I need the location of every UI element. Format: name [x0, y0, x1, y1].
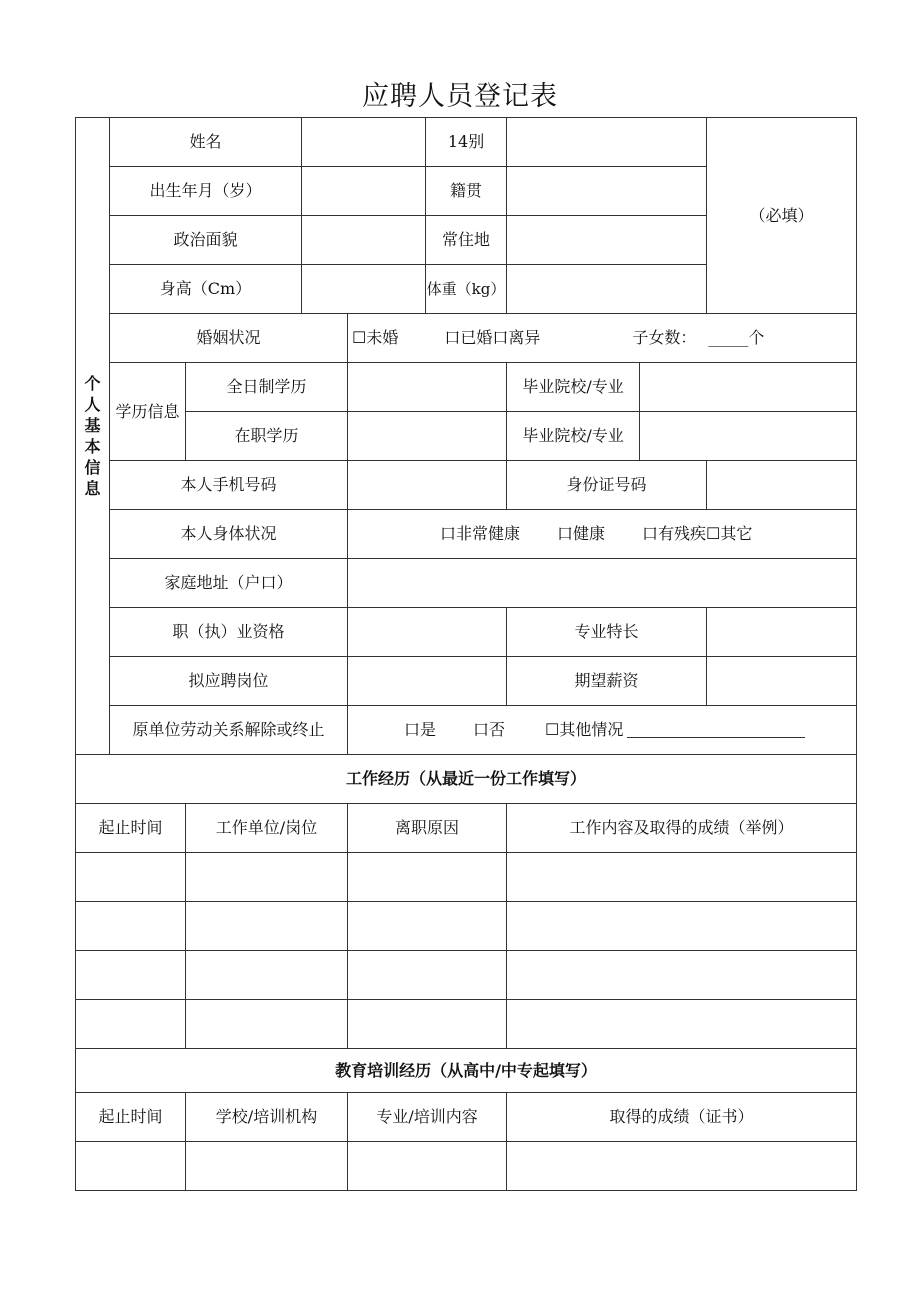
work-row — [76, 951, 857, 1000]
weight-label: 体重（kg） — [426, 265, 507, 314]
specialty-label: 专业特长 — [507, 608, 707, 657]
health-options — [348, 510, 857, 559]
work-section-title: 工作经历（从最近一份工作填写） — [76, 755, 857, 804]
work-header-employer: 工作单位/岗位 — [186, 804, 348, 853]
page-title: 应聘人员登记表 — [362, 81, 558, 112]
training-row — [76, 1142, 857, 1191]
side-label-cell — [76, 118, 110, 755]
education-group-label: 学历信息 — [110, 363, 186, 461]
salary-label: 期望薪资 — [507, 657, 707, 706]
fulltime-school-field[interactable] — [640, 363, 857, 412]
fulltime-edu-field[interactable] — [348, 363, 507, 412]
qualification-field[interactable] — [348, 608, 507, 657]
work-employer-cell[interactable] — [186, 853, 348, 902]
marriage-options — [348, 314, 857, 363]
children-label: 子女数： — [632, 328, 697, 348]
work-row — [76, 1000, 857, 1049]
birth-field[interactable] — [302, 167, 426, 216]
work-employer-cell[interactable] — [186, 1000, 348, 1049]
work-row — [76, 902, 857, 951]
work-reason-cell[interactable] — [348, 853, 507, 902]
inservice-school-label: 毕业院校/专业 — [507, 412, 640, 461]
training-header-period: 起止时间 — [76, 1093, 186, 1142]
very-healthy-checkbox[interactable]: 口非常健康 — [440, 524, 521, 544]
training-institution-cell[interactable] — [186, 1142, 348, 1191]
training-period-cell[interactable] — [76, 1142, 186, 1191]
inservice-school-field[interactable] — [640, 412, 857, 461]
fulltime-school-label: 毕业院校/专业 — [507, 363, 640, 412]
health-label: 本人身体状况 — [110, 510, 348, 559]
name-field[interactable] — [302, 118, 426, 167]
training-certificate-cell[interactable] — [507, 1142, 857, 1191]
name-label: 姓名 — [110, 118, 302, 167]
termination-no-checkbox[interactable]: 口否 — [473, 720, 506, 740]
work-period-cell[interactable] — [76, 1000, 186, 1049]
work-achievements-cell[interactable] — [507, 853, 857, 902]
termination-other-checkbox[interactable]: ☐其他情况 — [545, 720, 624, 740]
gender-label: 14别 — [426, 118, 507, 167]
work-reason-cell[interactable] — [348, 902, 507, 951]
training-header-certificate: 取得的成绩（证书） — [507, 1093, 857, 1142]
fulltime-edu-label: 全日制学历 — [186, 363, 348, 412]
unmarried-checkbox[interactable]: ☐未婚 — [352, 328, 399, 348]
children-unit: 个 — [748, 328, 765, 348]
work-employer-cell[interactable] — [186, 951, 348, 1000]
children-count-field[interactable]: _____ — [708, 328, 749, 348]
salary-field[interactable] — [707, 657, 857, 706]
political-status-field[interactable] — [302, 216, 426, 265]
address-label: 家庭地址（户口） — [110, 559, 348, 608]
side-label: 个 人 基 本 信 息 — [84, 374, 101, 498]
work-achievements-cell[interactable] — [507, 951, 857, 1000]
height-label: 身高（Cm） — [110, 265, 302, 314]
phone-label: 本人手机号码 — [110, 461, 348, 510]
id-number-field[interactable] — [707, 461, 857, 510]
qualification-label: 职（执）业资格 — [110, 608, 348, 657]
marriage-label: 婚姻状况 — [110, 314, 348, 363]
specialty-field[interactable] — [707, 608, 857, 657]
position-label: 拟应聘岗位 — [110, 657, 348, 706]
political-status-label: 政治面貌 — [110, 216, 302, 265]
training-section-title: 教育培训经历（从高中/中专起填写） — [76, 1049, 857, 1093]
native-place-label: 籍贯 — [426, 167, 507, 216]
training-header-major: 专业/培训内容 — [348, 1093, 507, 1142]
work-achievements-cell[interactable] — [507, 1000, 857, 1049]
work-period-cell[interactable] — [76, 853, 186, 902]
training-major-cell[interactable] — [348, 1142, 507, 1191]
birth-label: 出生年月（岁） — [110, 167, 302, 216]
work-row — [76, 853, 857, 902]
married-divorced-checkbox[interactable]: 口已婚口离异 — [444, 328, 541, 348]
work-employer-cell[interactable] — [186, 902, 348, 951]
phone-field[interactable] — [348, 461, 507, 510]
termination-yes-checkbox[interactable]: 口是 — [404, 720, 437, 740]
healthy-checkbox[interactable]: 口健康 — [557, 524, 606, 544]
work-period-cell[interactable] — [76, 951, 186, 1000]
gender-field[interactable] — [507, 118, 707, 167]
address-field[interactable] — [348, 559, 857, 608]
termination-other-field[interactable] — [627, 723, 805, 738]
native-place-field[interactable] — [507, 167, 707, 216]
position-field[interactable] — [348, 657, 507, 706]
work-reason-cell[interactable] — [348, 951, 507, 1000]
inservice-edu-field[interactable] — [348, 412, 507, 461]
weight-field[interactable] — [507, 265, 707, 314]
work-header-reason: 离职原因 — [348, 804, 507, 853]
height-field[interactable] — [302, 265, 426, 314]
work-achievements-cell[interactable] — [507, 902, 857, 951]
work-header-achievements: 工作内容及取得的成绩（举例） — [507, 804, 857, 853]
work-header-period: 起止时间 — [76, 804, 186, 853]
work-reason-cell[interactable] — [348, 1000, 507, 1049]
id-number-label: 身份证号码 — [507, 461, 707, 510]
registration-form — [75, 117, 857, 1191]
disability-other-checkbox[interactable]: 口有残疾☐其它 — [642, 524, 753, 544]
inservice-edu-label: 在职学历 — [186, 412, 348, 461]
residence-field[interactable] — [507, 216, 707, 265]
training-header-institution: 学校/培训机构 — [186, 1093, 348, 1142]
termination-options — [348, 706, 857, 755]
residence-label: 常住地 — [426, 216, 507, 265]
termination-label: 原单位劳动关系解除或终止 — [110, 706, 348, 755]
work-period-cell[interactable] — [76, 902, 186, 951]
photo-cell[interactable]: （必填） — [707, 118, 857, 314]
